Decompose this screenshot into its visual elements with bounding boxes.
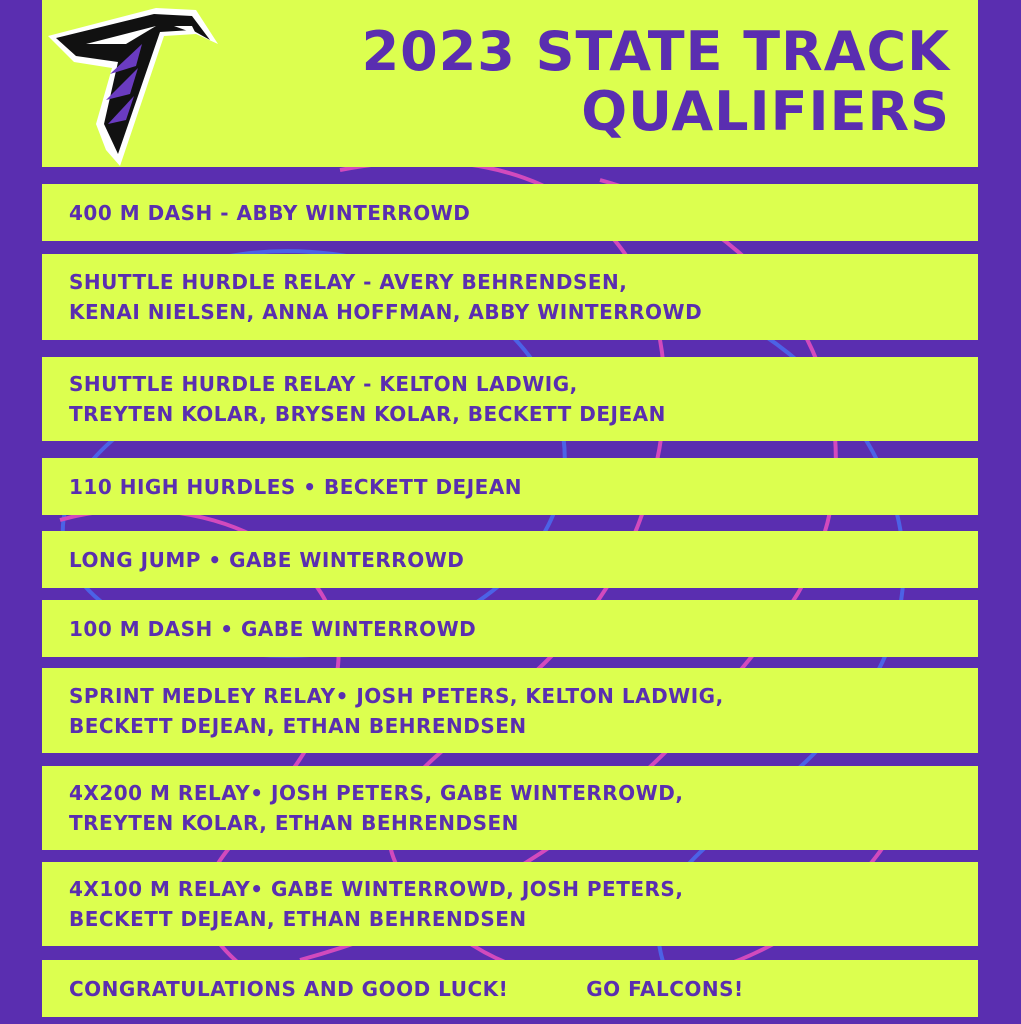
congratulations-text: CONGRATULATIONS AND GOOD LUCK! [69,976,509,1001]
falcon-logo-icon [46,4,222,166]
event-row: 400 M DASH - ABBY WINTERROWD [42,184,978,241]
event-row: 4X200 M RELAY• JOSH PETERS, GABE WINTERROWD, TREYTEN KOLAR, ETHAN BEHRENDSEN [42,766,978,850]
event-row: 100 M DASH • GABE WINTERROWD [42,600,978,657]
event-row: 4X100 M RELAY• GABE WINTERROWD, JOSH PETERS, BECKETT DEJEAN, ETHAN BEHRENDSEN [42,862,978,946]
event-row: 110 HIGH HURDLES • BECKETT DEJEAN [42,458,978,515]
event-row: SHUTTLE HURDLE RELAY - KELTON LADWIG, TREYTEN KOLAR, BRYSEN KOLAR, BECKETT DEJEAN [42,357,978,441]
event-row: LONG JUMP • GABE WINTERROWD [42,531,978,588]
header-panel [42,0,978,167]
page-title [250,22,950,142]
title-line-2: QUALIFIERS [581,80,950,143]
title-line-1: 2023 STATE TRACK [361,20,950,83]
footer-banner [42,960,978,1017]
go-falcons-text: GO FALCONS! [586,976,744,1001]
event-row: SHUTTLE HURDLE RELAY - AVERY BEHRENDSEN, KENAI NIELSEN, ANNA HOFFMAN, ABBY WINTERROWD [42,254,978,340]
event-row: SPRINT MEDLEY RELAY• JOSH PETERS, KELTON LADWIG, BECKETT DEJEAN, ETHAN BEHRENDSEN [42,668,978,753]
